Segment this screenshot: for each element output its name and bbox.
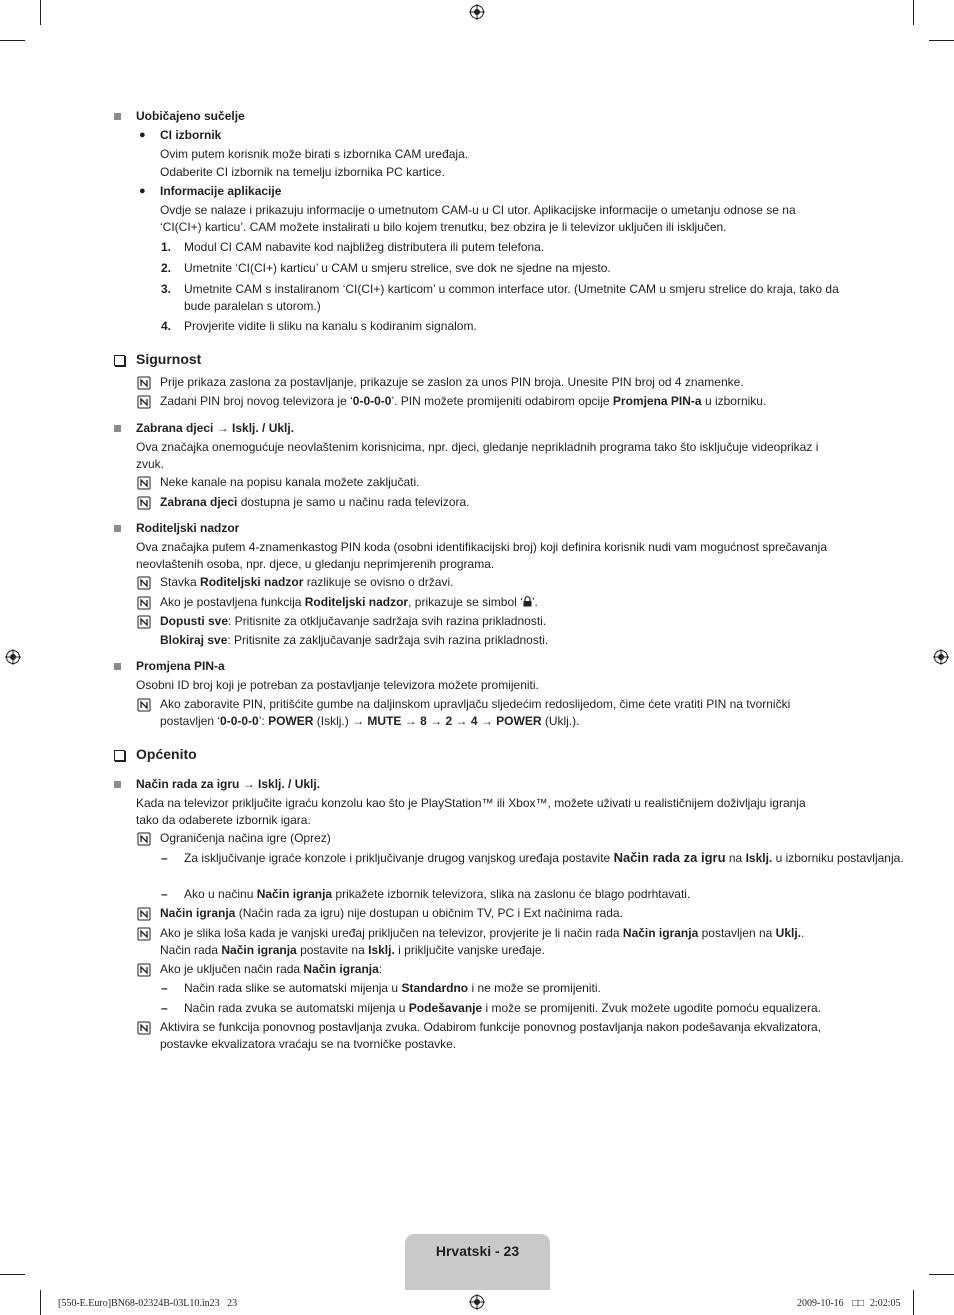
dash-bullet: – — [161, 1001, 168, 1015]
paragraph: Kada na televizor priključite igraću konzolu kao što je PlayStation™ ili Xbox™, možete uživati u realističnijem doživljaju igranja tako da odaberete izbornik igara. — [136, 796, 806, 827]
registration-mark-icon — [469, 4, 485, 20]
crop-mark — [929, 40, 954, 41]
square-bullet — [114, 663, 121, 670]
note-text: Blokiraj sve: Pritisnite za zaključavanje sadržaja svih razina prikladnosti. — [160, 633, 549, 647]
note-text: Zabrana djeci dostupna je samo u načinu rada televizora. — [160, 495, 470, 509]
round-bullet: ● — [139, 129, 146, 141]
note-text: Način rada Način igranja postavite na Isklj. i priključite vanjske uređaje. — [160, 943, 545, 957]
dash-bullet: – — [161, 981, 168, 995]
square-bullet — [114, 781, 121, 788]
note-icon — [137, 1021, 151, 1035]
note-text: Neke kanale na popisu kanala možete zaključati. — [160, 475, 420, 489]
step-number: 2. — [161, 261, 172, 275]
round-bullet: ● — [139, 185, 146, 197]
note-icon — [137, 496, 151, 510]
page-number: Hrvatski - 23 — [435, 1243, 520, 1259]
step-text: Umetnite CAM s instaliranom ‘CI(CI+) karticom’ u common interface utor. (Umetnite CAM u smjeru strelice do kraja, tako da bude paralelan s utorom.) — [184, 282, 839, 313]
paragraph: Odaberite CI izbornik na temelju izbornika PC kartice. — [160, 165, 445, 179]
step-number: 1. — [161, 240, 172, 254]
crop-mark — [913, 0, 914, 25]
section-heading: Sigurnost — [136, 351, 202, 367]
imprint-time: 2:02:05 — [870, 1298, 901, 1309]
crop-mark — [0, 40, 25, 41]
section-title: Zabrana djeci → Isklj. / Uklj. — [136, 421, 295, 435]
step-number: 4. — [161, 319, 172, 333]
note-text: Način igranja (Način rada za igru) nije dostupan u običnim TV, PC i Ext načinima rada. — [160, 906, 623, 920]
step-text: Provjerite vidite li sliku na kanalu s kodiranim signalom. — [184, 319, 477, 333]
paragraph: Ova značajka onemogućuje neovlaštenim korisnicima, npr. djeci, gledanje neprikladnih programa tako što isključuje videoprikaz i zvuk. — [136, 440, 819, 471]
lock-icon — [523, 596, 532, 607]
note-icon — [137, 395, 151, 409]
crop-mark — [913, 1290, 914, 1315]
paragraph: Osobni ID broj koji je potreban za postavljanje televizora možete promijeniti. — [136, 678, 539, 692]
registration-mark-icon — [933, 649, 949, 665]
square-bullet — [114, 113, 121, 120]
note-icon — [137, 576, 151, 590]
note-text: Ako zaboravite PIN, pritišćite gumbe na daljinskom upravljaču sljedećim redoslijedom, čime ćete vratiti PIN na tvornički — [160, 697, 791, 711]
crop-mark — [40, 0, 41, 25]
paragraph: Ovdje se nalaze i prikazuju informacije o umetnutom CAM-u u CI utor. Aplikacijske informacije o umetanju odnose se na ‘CI(CI+) karticu’. CAM možete instalirati u bilo kojem trenutku, bez obzira je li televizor uključen ili isključen. — [160, 203, 796, 234]
checkbox-icon — [114, 750, 125, 761]
note-text: Ako je uključen način rada Način igranja: — [160, 962, 383, 976]
note-icon — [137, 832, 151, 846]
note-text: Prije prikaza zaslona za postavljanje, prikazuje se zaslon za unos PIN broja. Unesite PIN broj od 4 znamenke. — [160, 375, 744, 389]
registration-mark-icon — [5, 649, 21, 665]
step-text: Umetnite ‘CI(CI+) karticu’ u CAM u smjeru strelice, sve dok ne sjedne na mjesto. — [184, 261, 611, 275]
paragraph: Ova značajka putem 4-znamenkastog PIN koda (osobni identifikacijski broj) koji definira korisnik nudi vam mogućnost sprečavanja neovlaštenih osoba, npr. djece, u gledanju neprimjerenih programa. — [136, 540, 827, 571]
note-icon — [137, 927, 151, 941]
note-text: Ako je slika loša kada je vanjski uređaj priključen na televizor, provjerite je li način rada Način igranja postavljen na Uklj.. — [160, 926, 805, 940]
section-title: Roditeljski nadzor — [136, 521, 240, 535]
note-icon — [137, 963, 151, 977]
dash-bullet: – — [161, 851, 168, 865]
dash-text: Način rada slike se automatski mijenja u Standardno i ne može se promijeniti. — [184, 981, 601, 995]
note-text: Dopusti sve: Pritisnite za otključavanje sadržaja svih razina prikladnosti. — [160, 614, 547, 628]
section-title: Način rada za igru → Isklj. / Uklj. — [136, 777, 321, 791]
note-icon — [137, 376, 151, 390]
checkbox-icon — [114, 355, 125, 366]
note-icon — [137, 596, 151, 610]
note-text: postavljen ‘0-0-0-0’: POWER (Isklj.) → MUTE → 8 → 2 → 4 → POWER (Uklj.). — [160, 714, 580, 728]
note-text: Ako je postavljena funkcija Roditeljski nadzor, prikazuje se simbol ‘ ’. — [160, 595, 538, 609]
imprint-boxes: □□ — [852, 1298, 865, 1309]
crop-mark — [0, 1274, 25, 1275]
step-number: 3. — [161, 282, 172, 296]
registration-mark-icon — [469, 1294, 485, 1310]
square-bullet — [114, 525, 121, 532]
note-text: Ograničenja načina igre (Oprez) — [160, 831, 331, 845]
section-title: Promjena PIN-a — [136, 659, 225, 673]
note-text: Stavka Roditeljski nadzor razlikuje se ovisno o državi. — [160, 575, 454, 589]
note-text: Zadani PIN broj novog televizora je ‘0-0-0-0’. PIN možete promijeniti odabirom opcije Promjena PIN-a u izborniku. — [160, 394, 767, 408]
subsection-title: CI izbornik — [160, 128, 222, 142]
crop-mark — [929, 1274, 954, 1275]
dash-text: Ako u načinu Način igranja prikažete izbornik televizora, slika na zaslonu će blago podrhtavati. — [184, 887, 691, 901]
dash-text: Za isključivanje igraće konzole i priključivanje drugog vanjskog uređaja postavite Način rada za igru na Isklj. u izborniku postavljanja. — [184, 850, 904, 865]
crop-mark — [40, 1290, 41, 1315]
subsection-title: Informacije aplikacije — [160, 184, 282, 198]
note-icon — [137, 907, 151, 921]
imprint-file: [550-E.Euro]BN68-02324B-03L10.in23 23 — [58, 1298, 238, 1309]
step-text: Modul CI CAM nabavite kod najbližeg distributera ili putem telefona. — [184, 240, 545, 254]
square-bullet — [114, 425, 121, 432]
paragraph: Ovim putem korisnik može birati s izbornika CAM uređaja. — [160, 147, 469, 161]
dash-text: Način rada zvuka se automatski mijenja u Podešavanje i može se promijeniti. Zvuk možete ugodite pomoću equalizera. — [184, 1001, 821, 1015]
note-icon — [137, 615, 151, 629]
note-icon — [137, 476, 151, 490]
note-text: Aktivira se funkcija ponovnog postavljanja zvuka. Odabirom funkcije ponovnog postavljanja nakon podešavanja ekvalizatora, postavke ekvalizatora vraćaju se na tvorničke postavke. — [160, 1020, 822, 1051]
imprint-date: 2009-10-16 — [797, 1298, 844, 1309]
note-icon — [137, 698, 151, 712]
dash-bullet: – — [161, 887, 168, 901]
section-heading: Općenito — [136, 746, 197, 762]
section-title: Uobičajeno sučelje — [136, 109, 245, 123]
